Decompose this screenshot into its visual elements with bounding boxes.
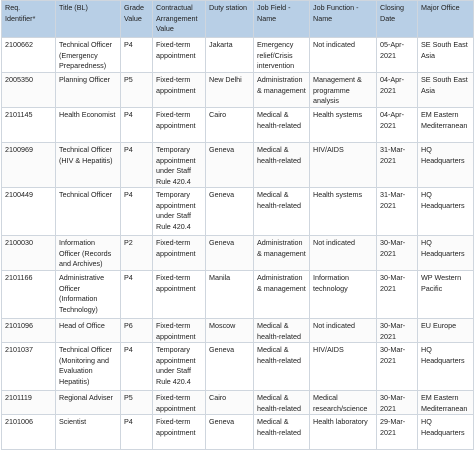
cell-major-office: SE South East Asia — [418, 73, 474, 108]
cell-job-field: Medical & health-related — [254, 188, 310, 236]
cell-job-function: Health systems — [310, 188, 377, 236]
cell-closing-date: 31-Mar-2021 — [377, 143, 418, 188]
cell-job-function: Not indicated — [310, 38, 377, 73]
cell-closing-date: 05-Apr-2021 — [377, 38, 418, 73]
cell-closing-date: 30-Mar-2021 — [377, 271, 418, 319]
cell-title: Regional Adviser — [56, 391, 121, 415]
cell-job-function: HIV/AIDS — [310, 143, 377, 188]
cell-closing-date: 04-Apr-2021 — [377, 73, 418, 108]
cell-title: Technical Officer — [56, 188, 121, 236]
cell-duty-station: Geneva — [206, 415, 254, 450]
table-row — [2, 271, 474, 319]
cell-job-field: Medical & health-related — [254, 143, 310, 188]
cell-major-office: SE South East Asia — [418, 38, 474, 73]
cell-contract: Fixed-term appointment — [153, 236, 206, 271]
cell-job-function: Information technology — [310, 271, 377, 319]
cell-contract: Temporary appointment under Staff Rule 420.4 — [153, 343, 206, 391]
column-header-req-identifier: Req. Identifier* — [2, 1, 56, 38]
cell-title: Technical Officer (Emergency Preparedness) — [56, 38, 121, 73]
table-row — [2, 143, 474, 188]
cell-grade: P4 — [121, 143, 153, 188]
cell-req-identifier: 2101096 — [2, 319, 56, 343]
cell-req-identifier: 2101119 — [2, 391, 56, 415]
cell-duty-station: Manila — [206, 271, 254, 319]
cell-contract: Temporary appointment under Staff Rule 420.4 — [153, 188, 206, 236]
table-row — [2, 188, 474, 236]
cell-duty-station: Jakarta — [206, 38, 254, 73]
cell-req-identifier: 2100449 — [2, 188, 56, 236]
cell-req-identifier: 2100969 — [2, 143, 56, 188]
cell-job-function: Not indicated — [310, 319, 377, 343]
cell-major-office: EM Eastern Mediterranean — [418, 391, 474, 415]
table-row — [2, 319, 474, 343]
cell-duty-station: Geneva — [206, 143, 254, 188]
cell-req-identifier: 2101145 — [2, 108, 56, 143]
cell-title: Health Economist — [56, 108, 121, 143]
cell-closing-date: 29-Mar-2021 — [377, 415, 418, 450]
cell-grade: P6 — [121, 319, 153, 343]
cell-job-function: HIV/AIDS — [310, 343, 377, 391]
table-row — [2, 73, 474, 108]
column-header-closing-date: Closing Date — [377, 1, 418, 38]
table-row — [2, 391, 474, 415]
cell-job-field: Administration & management — [254, 271, 310, 319]
cell-job-field: Medical & health-related — [254, 319, 310, 343]
cell-duty-station: Cairo — [206, 108, 254, 143]
cell-grade: P4 — [121, 188, 153, 236]
cell-grade: P5 — [121, 391, 153, 415]
cell-closing-date: 30-Mar-2021 — [377, 391, 418, 415]
table-header-row — [2, 1, 474, 38]
cell-job-function: Medical research/science — [310, 391, 377, 415]
cell-duty-station: Geneva — [206, 343, 254, 391]
cell-contract: Fixed-term appointment — [153, 38, 206, 73]
cell-closing-date: 30-Mar-2021 — [377, 319, 418, 343]
cell-closing-date: 31-Mar-2021 — [377, 188, 418, 236]
cell-grade: P4 — [121, 271, 153, 319]
cell-job-function: Management & programme analysis — [310, 73, 377, 108]
cell-grade: P2 — [121, 236, 153, 271]
column-header-major-office: Major Office — [418, 1, 474, 38]
column-header-duty-station: Duty station — [206, 1, 254, 38]
cell-grade: P5 — [121, 73, 153, 108]
cell-job-field: Medical & health-related — [254, 108, 310, 143]
cell-req-identifier: 2101037 — [2, 343, 56, 391]
cell-req-identifier: 2101166 — [2, 271, 56, 319]
cell-major-office: EM Eastern Mediterranean — [418, 108, 474, 143]
cell-title: Head of Office — [56, 319, 121, 343]
vacancies-table — [1, 0, 474, 450]
cell-contract: Temporary appointment under Staff Rule 420.4 — [153, 143, 206, 188]
cell-job-field: Administration & management — [254, 236, 310, 271]
cell-contract: Fixed-term appointment — [153, 271, 206, 319]
cell-title: Technical Officer (Monitoring and Evaluation Hepatitis) — [56, 343, 121, 391]
cell-grade: P4 — [121, 108, 153, 143]
cell-job-field: Administration & management — [254, 73, 310, 108]
cell-title: Technical Officer (HIV & Hepatitis) — [56, 143, 121, 188]
cell-title: Administrative Officer (Information Technology) — [56, 271, 121, 319]
cell-major-office: HQ Headquarters — [418, 343, 474, 391]
column-header-grade: Grade Value — [121, 1, 153, 38]
cell-job-function: Not indicated — [310, 236, 377, 271]
cell-contract: Fixed-term appointment — [153, 391, 206, 415]
cell-closing-date: 30-Mar-2021 — [377, 236, 418, 271]
cell-req-identifier: 2005350 — [2, 73, 56, 108]
cell-duty-station: Moscow — [206, 319, 254, 343]
cell-contract: Fixed-term appointment — [153, 73, 206, 108]
cell-title: Scientist — [56, 415, 121, 450]
cell-job-function: Health laboratory — [310, 415, 377, 450]
cell-major-office: HQ Headquarters — [418, 415, 474, 450]
cell-req-identifier: 2100030 — [2, 236, 56, 271]
cell-major-office: HQ Headquarters — [418, 188, 474, 236]
cell-major-office: HQ Headquarters — [418, 236, 474, 271]
cell-contract: Fixed-term appointment — [153, 415, 206, 450]
cell-job-field: Medical & health-related — [254, 343, 310, 391]
cell-grade: P4 — [121, 343, 153, 391]
table-row — [2, 236, 474, 271]
table-row — [2, 343, 474, 391]
cell-duty-station: Geneva — [206, 188, 254, 236]
cell-contract: Fixed-term appointment — [153, 108, 206, 143]
cell-job-field: Medical & health-related — [254, 415, 310, 450]
column-header-job-function: Job Function - Name — [310, 1, 377, 38]
table-row — [2, 108, 474, 143]
cell-title: Planning Officer — [56, 73, 121, 108]
cell-job-field: Emergency relief/Crisis intervention — [254, 38, 310, 73]
cell-duty-station: Geneva — [206, 236, 254, 271]
cell-job-function: Health systems — [310, 108, 377, 143]
column-header-title: Title (BL) — [56, 1, 121, 38]
cell-closing-date: 30-Mar-2021 — [377, 343, 418, 391]
cell-major-office: WP Western Pacific — [418, 271, 474, 319]
cell-major-office: HQ Headquarters — [418, 143, 474, 188]
cell-closing-date: 04-Apr-2021 — [377, 108, 418, 143]
cell-title: Information Officer (Records and Archives) — [56, 236, 121, 271]
cell-grade: P4 — [121, 38, 153, 73]
cell-req-identifier: 2101006 — [2, 415, 56, 450]
cell-duty-station: New Delhi — [206, 73, 254, 108]
table-row — [2, 38, 474, 73]
table-row — [2, 415, 474, 450]
column-header-job-field: Job Field - Name — [254, 1, 310, 38]
cell-grade: P4 — [121, 415, 153, 450]
cell-major-office: EU Europe — [418, 319, 474, 343]
cell-job-field: Medical & health-related — [254, 391, 310, 415]
cell-duty-station: Cairo — [206, 391, 254, 415]
column-header-contract: Contractual Arrangement Value — [153, 1, 206, 38]
cell-req-identifier: 2100662 — [2, 38, 56, 73]
cell-contract: Fixed-term appointment — [153, 319, 206, 343]
